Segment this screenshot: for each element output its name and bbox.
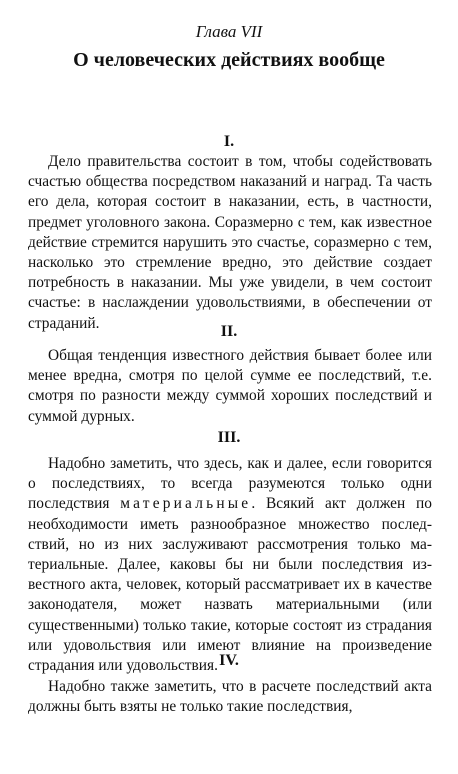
emphasized-word: материальные (120, 495, 252, 513)
section-paragraph-3 (28, 454, 432, 676)
paragraph-text-start: Надобно заметить, что здесь, как и далее, если говорится о последствиях, то всегда разумеются только одни последствия (28, 455, 432, 513)
section-paragraph-2: Общая тенденция известного действия бывает более или менее вредна, смотря по целой сумме ее последствий, т.е. смотря по разности между суммой хороших последствий и суммой дурных. (28, 347, 432, 425)
section-paragraph-1: Дело правительства состоит в том, чтобы содействовать счастью общества посредством наказаний и наград. Та часть его дела, которая состоит в наказании, есть, в частности, предмет уголовного закона. Соразмерно с тем, как известное действие стремится нарушить это счастье, соразмерно с тем, насколько это стремление вредно, это действие создает потребность в наказании. Мы уже увидели, в чем состоит счастье: в наслаждении удовольствиями, в обеспечении от страданий. (28, 153, 432, 332)
section-paragraph-4: Надобно также заметить, что в расчете последствий акта должны быть взяты не только такие последствия, (28, 678, 432, 716)
section-heading-2: II. (220, 323, 238, 340)
chapter-label: Глава VII (195, 22, 263, 41)
paragraph-text-end: . Всякий акт должен по необходимости иметь разнообразное множество последствий, но из них заслуживают рассмотрения только материальные. Далее, каковы бы ни были последствия известного акта, человек, который рассматривает их в качестве законодателя, может назвать материальными (или существенными) только такие, которые состоят из страдания или удовольствия или имеют влияние на произведение страдания или удовольствия. (28, 495, 432, 675)
section-heading-1: I. (223, 133, 235, 150)
section-heading-3: III. (217, 429, 241, 446)
chapter-title: О человеческих действиях вообще (73, 49, 385, 71)
section-heading-4: IV. (219, 652, 239, 669)
